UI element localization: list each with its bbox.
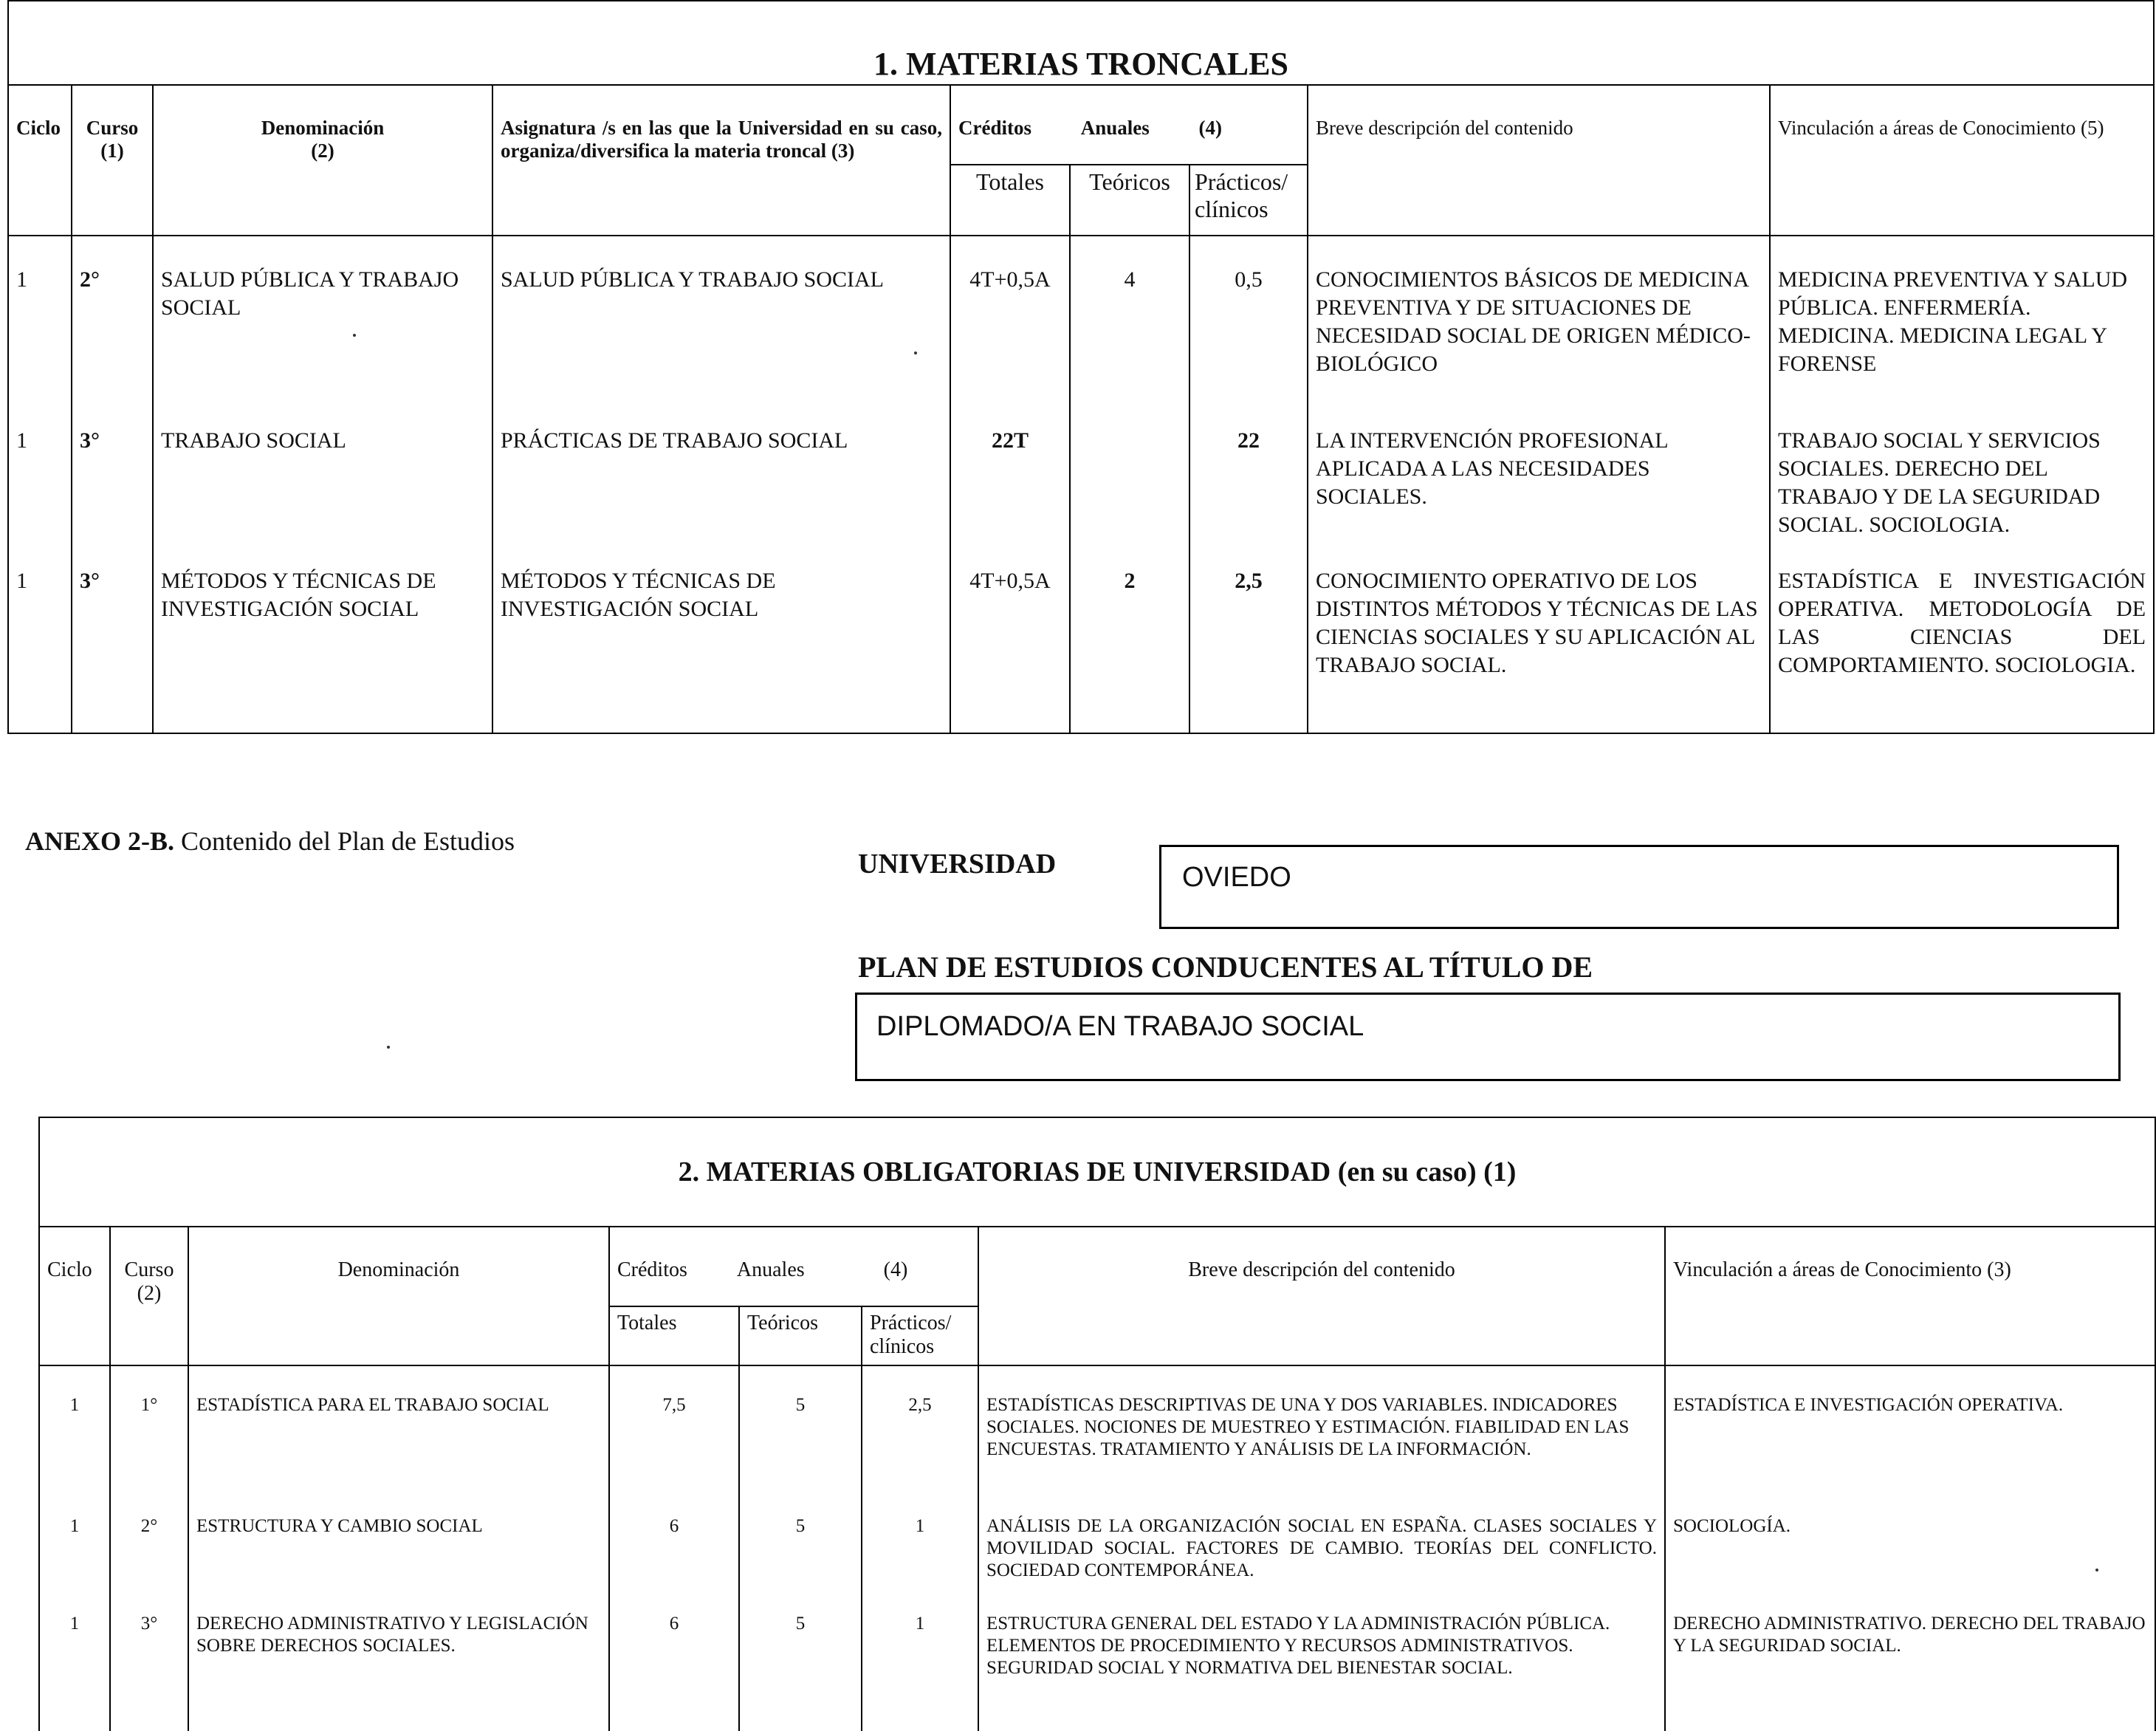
cell-ciclo: 1 [8, 539, 72, 733]
table2-row [39, 1589, 2155, 1731]
header-denominacion: Denominación (2) [153, 85, 492, 236]
cell-denominacion: DERECHO ADMINISTRATIVO Y LEGISLACIÓN SOBRE DERECHOS SOCIALES. [188, 1589, 609, 1731]
header-descripcion: Breve descripción del contenido [1308, 85, 1770, 236]
plan-label: PLAN DE ESTUDIOS CONDUCENTES AL TÍTULO DE [858, 950, 1593, 984]
header-totales: Totales [609, 1306, 739, 1365]
header-descripcion: Breve descripción del contenido [978, 1227, 1665, 1365]
cell-curso: 3° [72, 399, 153, 539]
table1-row [8, 236, 2154, 399]
cell-curso: 1° [110, 1365, 188, 1492]
cell-teoricos: 2 [1070, 539, 1189, 733]
header-totales: Totales [950, 165, 1070, 236]
materias-obligatorias-table [38, 1117, 2156, 1731]
header-vinculacion: Vinculación a áreas de Conocimiento (5) [1770, 85, 2154, 236]
table1-row [8, 539, 2154, 733]
cell-curso: 3° [110, 1589, 188, 1731]
cell-totales: 6 [609, 1589, 739, 1731]
cell-ciclo: 1 [39, 1492, 110, 1589]
anexo-text: Contenido del Plan de Estudios [181, 826, 515, 856]
cell-vinculacion: TRABAJO SOCIAL Y SERVICIOS SOCIALES. DERECHO DEL TRABAJO Y DE LA SEGURIDAD SOCIAL. SOCIOLOGIA. [1770, 399, 2154, 539]
cell-curso: 2° [110, 1492, 188, 1589]
table2-row [39, 1492, 2155, 1589]
header-creditos-anuales: Créditos Anuales (4) [609, 1227, 978, 1306]
cell-totales: 4T+0,5A [950, 236, 1070, 399]
cell-ciclo: 1 [39, 1365, 110, 1492]
cell-vinculacion: ESTADÍSTICA E INVESTIGACIÓN OPERATIVA. [1665, 1365, 2155, 1492]
table1-row [8, 399, 2154, 539]
header-creditos-anuales: Créditos Anuales (4) [950, 85, 1308, 165]
cell-denominacion: TRABAJO SOCIAL [153, 399, 492, 539]
cell-teoricos: 5 [739, 1365, 862, 1492]
cell-vinculacion: SOCIOLOGÍA. [1665, 1492, 2155, 1589]
cell-denominacion: ESTRUCTURA Y CAMBIO SOCIAL [188, 1492, 609, 1589]
titulo-field: DIPLOMADO/A EN TRABAJO SOCIAL [855, 993, 2121, 1081]
cell-curso: 3° [72, 539, 153, 733]
cell-practicos: 1 [862, 1492, 978, 1589]
cell-teoricos: 5 [739, 1589, 862, 1731]
header-vinculacion: Vinculación a áreas de Conocimiento (3) [1665, 1227, 2155, 1365]
cell-ciclo: 1 [8, 236, 72, 399]
cell-teoricos: 5 [739, 1492, 862, 1589]
cell-descripcion: LA INTERVENCIÓN PROFESIONAL APLICADA A LAS NECESIDADES SOCIALES. [1308, 399, 1770, 539]
cell-denominacion: ESTADÍSTICA PARA EL TRABAJO SOCIAL [188, 1365, 609, 1492]
table2-row [39, 1365, 2155, 1492]
anexo-label: ANEXO 2-B. [25, 826, 175, 856]
header-curso: Curso (1) [72, 85, 153, 236]
header-ciclo: Ciclo [8, 85, 72, 236]
cell-denominacion: MÉTODOS Y TÉCNICAS DE INVESTIGACIÓN SOCIAL [153, 539, 492, 733]
cell-descripcion: CONOCIMIENTOS BÁSICOS DE MEDICINA PREVENTIVA Y DE SITUACIONES DE NECESIDAD SOCIAL DE ORIGEN MÉDICO-BIOLÓGICO [1308, 236, 1770, 399]
scan-speck [2095, 1569, 2098, 1571]
cell-asignatura: SALUD PÚBLICA Y TRABAJO SOCIAL [492, 236, 950, 399]
cell-vinculacion: DERECHO ADMINISTRATIVO. DERECHO DEL TRABAJO Y LA SEGURIDAD SOCIAL. [1665, 1589, 2155, 1731]
cell-practicos: 1 [862, 1589, 978, 1731]
universidad-field: OVIEDO [1159, 845, 2119, 929]
cell-practicos: 0,5 [1189, 236, 1308, 399]
header-practicos: Prácticos/ clínicos [1189, 165, 1308, 236]
cell-asignatura: MÉTODOS Y TÉCNICAS DE INVESTIGACIÓN SOCIAL [492, 539, 950, 733]
cell-descripcion: ESTADÍSTICAS DESCRIPTIVAS DE UNA Y DOS VARIABLES. INDICADORES SOCIALES. NOCIONES DE MUESTREO Y ESTIMACIÓN. FIABILIDAD EN LAS ENCUESTAS. TRATAMIENTO Y ANÁLISIS DE LA INFORMACIÓN. [978, 1365, 1665, 1492]
cell-totales: 6 [609, 1492, 739, 1589]
cell-practicos: 2,5 [1189, 539, 1308, 733]
cell-asignatura: PRÁCTICAS DE TRABAJO SOCIAL [492, 399, 950, 539]
cell-practicos: 2,5 [862, 1365, 978, 1492]
cell-ciclo: 1 [39, 1589, 110, 1731]
header-denominacion: Denominación [188, 1227, 609, 1365]
cell-teoricos [1070, 399, 1189, 539]
universidad-label: UNIVERSIDAD [858, 849, 1057, 880]
header-teoricos: Teóricos [1070, 165, 1189, 236]
cell-curso: 2° [72, 236, 153, 399]
header-ciclo: Ciclo [39, 1227, 110, 1365]
header-teoricos: Teóricos [739, 1306, 862, 1365]
materias-troncales-table [7, 0, 2155, 734]
table1-title: 1. MATERIAS TRONCALES [8, 1, 2154, 85]
cell-vinculacion: MEDICINA PREVENTIVA Y SALUD PÚBLICA. ENFERMERÍA. MEDICINA. MEDICINA LEGAL Y FORENSE [1770, 236, 2154, 399]
scan-speck [353, 334, 356, 337]
cell-vinculacion: ESTADÍSTICA E INVESTIGACIÓN OPERATIVA. METODOLOGÍA DE LAS CIENCIAS DEL COMPORTAMIENTO. SOCIOLOGIA. [1770, 539, 2154, 733]
header-asignatura: Asignatura /s en las que la Universidad en su caso, organiza/diversifica la materia troncal (3) [492, 85, 950, 236]
scan-speck [914, 352, 917, 354]
cell-totales: 22T [950, 399, 1070, 539]
cell-descripcion: ANÁLISIS DE LA ORGANIZACIÓN SOCIAL EN ESPAÑA. CLASES SOCIALES Y MOVILIDAD SOCIAL. FACTORES DE CAMBIO. TEORÍAS DEL CONFLICTO. SOCIEDAD CONTEMPORÁNEA. [978, 1492, 1665, 1589]
cell-descripcion: CONOCIMIENTO OPERATIVO DE LOS DISTINTOS MÉTODOS Y TÉCNICAS DE LAS CIENCIAS SOCIALES Y SU APLICACIÓN AL TRABAJO SOCIAL. [1308, 539, 1770, 733]
cell-teoricos: 4 [1070, 236, 1189, 399]
cell-practicos: 22 [1189, 399, 1308, 539]
cell-totales: 4T+0,5A [950, 539, 1070, 733]
table2-title: 2. MATERIAS OBLIGATORIAS DE UNIVERSIDAD (en su caso) (1) [39, 1117, 2155, 1227]
scan-speck [387, 1046, 390, 1049]
cell-denominacion: SALUD PÚBLICA Y TRABAJO SOCIAL [153, 236, 492, 399]
cell-totales: 7,5 [609, 1365, 739, 1492]
header-practicos: Prácticos/ clínicos [862, 1306, 978, 1365]
header-curso: Curso (2) [110, 1227, 188, 1365]
cell-descripcion: ESTRUCTURA GENERAL DEL ESTADO Y LA ADMINISTRACIÓN PÚBLICA. ELEMENTOS DE PROCEDIMIENTO Y RECURSOS ADMINISTRATIVOS. SEGURIDAD SOCIAL Y NORMATIVA DEL BIENESTAR SOCIAL. [978, 1589, 1665, 1731]
cell-ciclo: 1 [8, 399, 72, 539]
anexo-heading [25, 826, 515, 857]
